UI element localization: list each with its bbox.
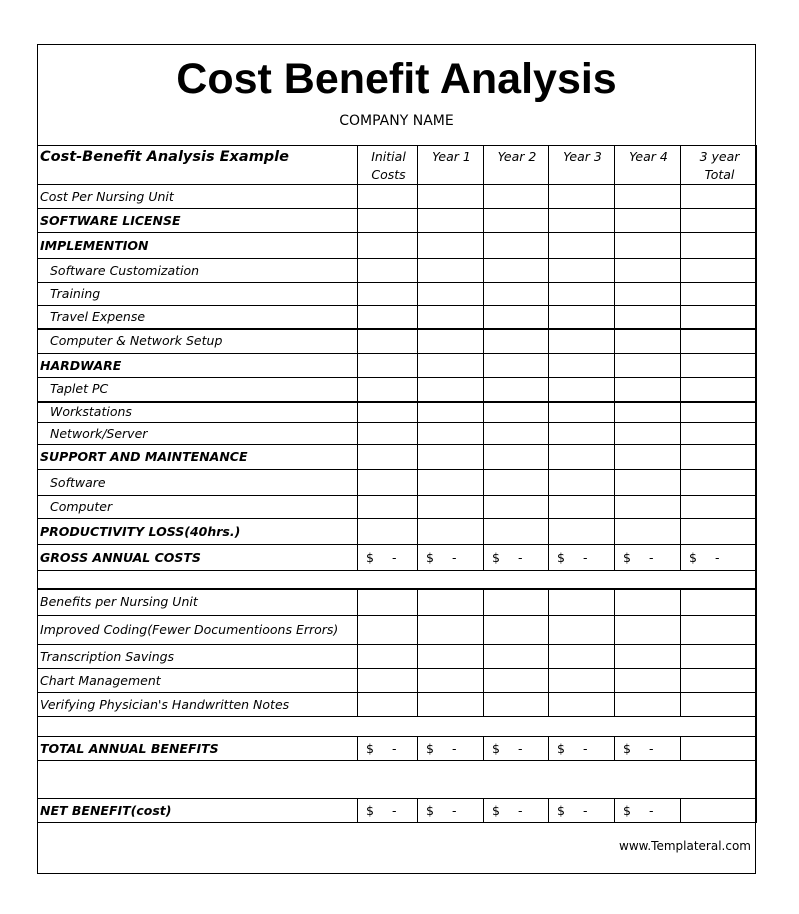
cell[interactable]	[549, 693, 615, 717]
col-header-year2: Year 2	[484, 146, 549, 185]
row-label: Software	[38, 470, 358, 496]
total-benefits-row	[38, 737, 757, 761]
cell[interactable]	[358, 209, 418, 233]
row-label: Chart Management	[38, 669, 358, 693]
cell[interactable]	[549, 589, 615, 616]
row-label: Software Customization	[38, 259, 358, 283]
gross-costs-row	[38, 545, 757, 571]
cell[interactable]	[484, 423, 549, 445]
cell[interactable]	[549, 445, 615, 470]
cell[interactable]	[418, 329, 484, 354]
cell[interactable]	[615, 470, 681, 496]
cell[interactable]	[615, 378, 681, 402]
table-row	[38, 693, 757, 717]
cell[interactable]	[615, 402, 681, 423]
cell[interactable]	[358, 470, 418, 496]
spacer-row	[38, 761, 757, 799]
money-cell: $ -	[615, 737, 681, 761]
table-title: Cost-Benefit Analysis Example	[38, 146, 358, 185]
cell[interactable]	[549, 645, 615, 669]
cell[interactable]	[681, 329, 757, 354]
row-label: NET BENEFIT(cost)	[38, 799, 358, 823]
row-label: Workstations	[38, 402, 358, 423]
money-cell: $ -	[358, 737, 418, 761]
cell[interactable]	[615, 693, 681, 717]
cost-benefit-table	[37, 145, 757, 823]
col-header-year3: Year 3	[549, 146, 615, 185]
cell[interactable]	[358, 616, 418, 645]
cell[interactable]	[358, 402, 418, 423]
cell[interactable]	[615, 306, 681, 329]
cell[interactable]	[358, 185, 418, 209]
cell[interactable]	[418, 519, 484, 545]
row-label: SOFTWARE LICENSE	[38, 209, 358, 233]
row-label: GROSS ANNUAL COSTS	[38, 545, 358, 571]
cell[interactable]	[358, 669, 418, 693]
cell[interactable]	[484, 283, 549, 306]
cell[interactable]	[681, 185, 757, 209]
cell[interactable]	[484, 645, 549, 669]
cell[interactable]	[681, 645, 757, 669]
money-cell: $ -	[549, 799, 615, 823]
cell[interactable]	[681, 209, 757, 233]
row-label: Computer	[38, 496, 358, 519]
cell[interactable]	[484, 470, 549, 496]
table-row	[38, 519, 757, 545]
col-header-year4: Year 4	[615, 146, 681, 185]
cell[interactable]	[358, 423, 418, 445]
cell[interactable]	[681, 589, 757, 616]
col-header-year1: Year 1	[418, 146, 484, 185]
table-row	[38, 589, 757, 616]
cell[interactable]	[358, 233, 418, 259]
cell[interactable]	[358, 378, 418, 402]
row-label: Taplet PC	[38, 378, 358, 402]
money-cell: $ -	[418, 545, 484, 571]
cell[interactable]	[358, 496, 418, 519]
cell[interactable]	[549, 519, 615, 545]
row-label: Benefits per Nursing Unit	[38, 589, 358, 616]
table-row	[38, 354, 757, 378]
cell[interactable]	[418, 306, 484, 329]
table-row	[38, 423, 757, 445]
cell[interactable]	[418, 283, 484, 306]
cell[interactable]	[681, 496, 757, 519]
money-cell: $ -	[418, 799, 484, 823]
cell[interactable]	[615, 669, 681, 693]
money-cell: $ -	[484, 799, 549, 823]
money-cell: $ -	[681, 545, 757, 571]
cell[interactable]	[358, 329, 418, 354]
cell[interactable]	[615, 589, 681, 616]
cell[interactable]	[418, 233, 484, 259]
cell[interactable]	[615, 496, 681, 519]
money-cell: $ -	[484, 545, 549, 571]
cell[interactable]	[549, 233, 615, 259]
cell[interactable]	[681, 799, 757, 823]
cell[interactable]	[549, 616, 615, 645]
cell[interactable]	[484, 329, 549, 354]
money-cell: $ -	[358, 545, 418, 571]
cell[interactable]	[358, 693, 418, 717]
table-row	[38, 445, 757, 470]
row-label: Travel Expense	[38, 306, 358, 329]
row-label: TOTAL ANNUAL BENEFITS	[38, 737, 358, 761]
cell[interactable]	[418, 378, 484, 402]
row-label: Computer & Network Setup	[38, 329, 358, 354]
table-row	[38, 283, 757, 306]
cell[interactable]	[549, 329, 615, 354]
cell[interactable]	[681, 259, 757, 283]
cell[interactable]	[681, 669, 757, 693]
cell[interactable]	[358, 259, 418, 283]
cell[interactable]	[358, 445, 418, 470]
money-cell: $ -	[615, 799, 681, 823]
spacer-cell	[38, 571, 757, 589]
cell[interactable]	[681, 283, 757, 306]
header-row	[38, 146, 757, 185]
cell[interactable]	[418, 445, 484, 470]
cell[interactable]	[681, 737, 757, 761]
table-row	[38, 233, 757, 259]
cell[interactable]	[484, 209, 549, 233]
cell[interactable]	[549, 402, 615, 423]
cell[interactable]	[484, 445, 549, 470]
table-row	[38, 378, 757, 402]
cell[interactable]	[484, 669, 549, 693]
col-header-total: 3 year Total	[681, 146, 757, 185]
cell[interactable]	[549, 669, 615, 693]
spacer-row	[38, 717, 757, 737]
cell[interactable]	[418, 496, 484, 519]
cell[interactable]	[358, 354, 418, 378]
cell[interactable]	[358, 306, 418, 329]
net-benefit-row	[38, 799, 757, 823]
row-label: HARDWARE	[38, 354, 358, 378]
table-row	[38, 329, 757, 354]
cell[interactable]	[418, 402, 484, 423]
money-cell: $ -	[549, 737, 615, 761]
cell[interactable]	[681, 402, 757, 423]
cell[interactable]	[418, 645, 484, 669]
cell[interactable]	[549, 378, 615, 402]
cell[interactable]	[549, 496, 615, 519]
cell[interactable]	[549, 306, 615, 329]
cell[interactable]	[615, 283, 681, 306]
cell[interactable]	[418, 185, 484, 209]
table-row	[38, 259, 757, 283]
cell[interactable]	[681, 693, 757, 717]
cost-benefit-sheet	[37, 44, 756, 874]
cell[interactable]	[549, 470, 615, 496]
row-label: Network/Server	[38, 423, 358, 445]
cell[interactable]	[549, 283, 615, 306]
cell[interactable]	[358, 519, 418, 545]
table-row	[38, 645, 757, 669]
cell[interactable]	[615, 329, 681, 354]
spacer-row	[38, 571, 757, 589]
row-label: Transcription Savings	[38, 645, 358, 669]
cell[interactable]	[615, 259, 681, 283]
footer-url: www.Templateral.com	[619, 839, 751, 853]
cell[interactable]	[418, 209, 484, 233]
cell[interactable]	[615, 445, 681, 470]
cell[interactable]	[484, 519, 549, 545]
cell[interactable]	[681, 519, 757, 545]
cell[interactable]	[484, 589, 549, 616]
cell[interactable]	[681, 354, 757, 378]
cell[interactable]	[615, 616, 681, 645]
row-label: Cost Per Nursing Unit	[38, 185, 358, 209]
cell[interactable]	[418, 589, 484, 616]
cell[interactable]	[681, 423, 757, 445]
cell[interactable]	[418, 669, 484, 693]
cell[interactable]	[549, 185, 615, 209]
cell[interactable]	[615, 519, 681, 545]
cell[interactable]	[418, 616, 484, 645]
col-header-initial: Initial Costs	[358, 146, 418, 185]
company-name: COMPANY NAME	[339, 113, 454, 129]
cell[interactable]	[615, 233, 681, 259]
cell[interactable]	[484, 616, 549, 645]
cell[interactable]	[681, 306, 757, 329]
cell[interactable]	[681, 378, 757, 402]
row-label: Improved Coding(Fewer Documentioons Errors)	[38, 616, 358, 645]
cell[interactable]	[484, 693, 549, 717]
cell[interactable]	[549, 209, 615, 233]
cell[interactable]	[418, 259, 484, 283]
money-cell: $ -	[358, 799, 418, 823]
cell[interactable]	[418, 423, 484, 445]
cell[interactable]	[484, 306, 549, 329]
cell[interactable]	[484, 259, 549, 283]
cell[interactable]	[484, 378, 549, 402]
cell[interactable]	[681, 233, 757, 259]
cell[interactable]	[484, 354, 549, 378]
cell[interactable]	[681, 445, 757, 470]
page-title: Cost Benefit Analysis	[176, 55, 617, 103]
table-row	[38, 669, 757, 693]
spacer-cell	[38, 761, 757, 799]
row-label: Verifying Physician's Handwritten Notes	[38, 693, 358, 717]
cell[interactable]	[358, 645, 418, 669]
cell[interactable]	[549, 259, 615, 283]
cell[interactable]	[418, 470, 484, 496]
table-row	[38, 306, 757, 329]
spacer-cell	[38, 717, 757, 737]
cell[interactable]	[484, 402, 549, 423]
table-row	[38, 470, 757, 496]
cell[interactable]	[615, 645, 681, 669]
row-label: Training	[38, 283, 358, 306]
cell[interactable]	[681, 470, 757, 496]
cell[interactable]	[484, 233, 549, 259]
cell[interactable]	[549, 354, 615, 378]
cell[interactable]	[418, 354, 484, 378]
table-row	[38, 402, 757, 423]
cell[interactable]	[615, 209, 681, 233]
money-cell: $ -	[484, 737, 549, 761]
money-cell: $ -	[549, 545, 615, 571]
row-label: IMPLEMENTION	[38, 233, 358, 259]
table-row	[38, 496, 757, 519]
table-row	[38, 185, 757, 209]
cell[interactable]	[615, 185, 681, 209]
table-row	[38, 616, 757, 645]
cell[interactable]	[549, 423, 615, 445]
cell[interactable]	[615, 423, 681, 445]
table-row	[38, 209, 757, 233]
money-cell: $ -	[615, 545, 681, 571]
cell[interactable]	[358, 589, 418, 616]
cell[interactable]	[418, 693, 484, 717]
money-cell: $ -	[418, 737, 484, 761]
cell[interactable]	[358, 283, 418, 306]
cell[interactable]	[681, 616, 757, 645]
cell[interactable]	[484, 185, 549, 209]
cell[interactable]	[615, 354, 681, 378]
cell[interactable]	[484, 496, 549, 519]
row-label: SUPPORT AND MAINTENANCE	[38, 445, 358, 470]
row-label: PRODUCTIVITY LOSS(40hrs.)	[38, 519, 358, 545]
